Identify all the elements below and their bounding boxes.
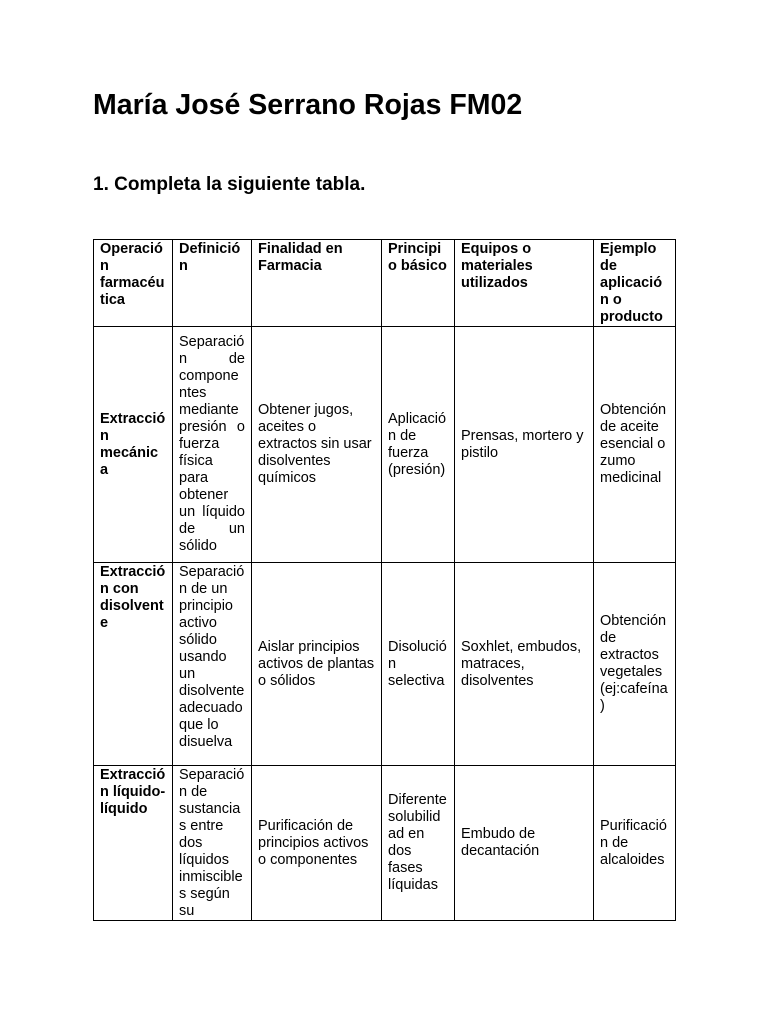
cell-equipos: Soxhlet, embudos, matraces, disolventes bbox=[455, 563, 594, 766]
cell-ejemplo: Obtención de aceite esencial o zumo medicinal bbox=[594, 327, 676, 563]
cell-definicion: Separación de sustancias entre dos líquidos inmiscibles según su bbox=[173, 766, 252, 921]
cell-finalidad: Aislar principios activos de plantas o sólidos bbox=[252, 563, 382, 766]
cell-ejemplo: Obtención de extractos vegetales (ej:cafeína) bbox=[594, 563, 676, 766]
cell-equipos: Prensas, mortero y pistilo bbox=[455, 327, 594, 563]
operations-table bbox=[93, 239, 676, 921]
cell-principio: Diferente solubilidad en dos fases líquidas bbox=[382, 766, 455, 921]
header-cell-equipos: Equipos o materiales utilizados bbox=[455, 240, 594, 327]
header-cell-operacion: Operación farmacéutica bbox=[94, 240, 173, 327]
cell-operacion: Extracción mecánica bbox=[94, 327, 173, 563]
table-row bbox=[94, 766, 676, 921]
header-cell-definicion: Definición bbox=[173, 240, 252, 327]
document-title: María José Serrano Rojas FM02 bbox=[93, 89, 523, 121]
cell-principio: Disolución selectiva bbox=[382, 563, 455, 766]
cell-definicion: Separación de componentes mediante presión o fuerza física para obtener un líquido de un sólido bbox=[173, 327, 252, 563]
header-cell-principio: Principio básico bbox=[382, 240, 455, 327]
document-subtitle: 1. Completa la siguiente tabla. bbox=[93, 174, 366, 195]
table-header-row bbox=[94, 240, 676, 327]
cell-definicion: Separación de un principio activo sólido usando un disolvente adecuado que lo disuelva bbox=[173, 563, 252, 766]
cell-equipos: Embudo de decantación bbox=[455, 766, 594, 921]
table-row bbox=[94, 327, 676, 563]
cell-operacion: Extracción líquido-líquido bbox=[94, 766, 173, 921]
cell-operacion: Extracción con disolvente bbox=[94, 563, 173, 766]
cell-principio: Aplicación de fuerza (presión) bbox=[382, 327, 455, 563]
table-row bbox=[94, 563, 676, 766]
header-cell-ejemplo: Ejemplo de aplicación o producto bbox=[594, 240, 676, 327]
header-cell-finalidad: Finalidad en Farmacia bbox=[252, 240, 382, 327]
cell-finalidad: Obtener jugos, aceites o extractos sin usar disolventes químicos bbox=[252, 327, 382, 563]
cell-ejemplo: Purificación de alcaloides bbox=[594, 766, 676, 921]
cell-finalidad: Purificación de principios activos o componentes bbox=[252, 766, 382, 921]
